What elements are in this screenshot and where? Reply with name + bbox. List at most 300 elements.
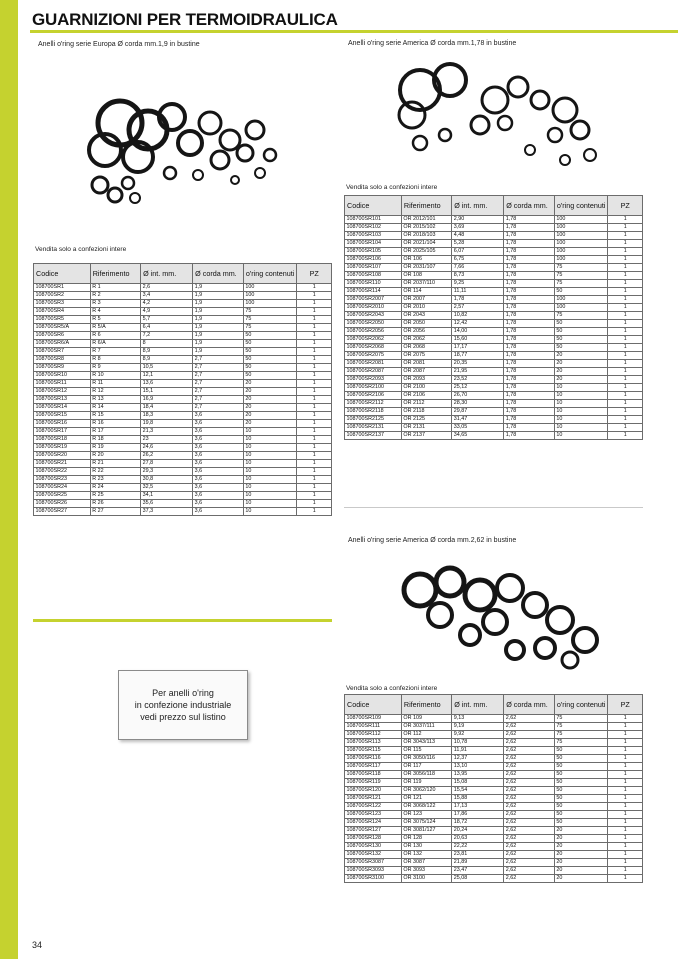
cell-corda: 1,78	[504, 272, 555, 280]
cell-riferimento: R 10	[90, 372, 140, 380]
cell-riferimento: OR 121	[401, 795, 451, 803]
cell-codice: 108700SR102	[345, 224, 402, 232]
cell-codice: 108700SR123	[345, 811, 402, 819]
cell-pz: 1	[297, 340, 332, 348]
cell-riferimento: OR 2087	[401, 368, 451, 376]
cell-pz: 1	[608, 368, 643, 376]
cell-corda: 2,62	[504, 763, 555, 771]
cell-pz: 1	[297, 308, 332, 316]
table-row	[34, 348, 332, 356]
cell-int: 9,13	[452, 715, 504, 723]
cell-contenuti: 20	[554, 859, 608, 867]
cell-int: 15,60	[452, 336, 504, 344]
table-row	[345, 224, 643, 232]
cell-pz: 1	[297, 356, 332, 364]
cell-pz: 1	[608, 216, 643, 224]
cell-contenuti: 75	[554, 723, 608, 731]
table-row	[345, 803, 643, 811]
cell-riferimento: OR 2056	[401, 328, 451, 336]
cell-int: 4,48	[452, 232, 504, 240]
cell-contenuti: 10	[243, 492, 297, 500]
cell-corda: 3,6	[193, 508, 244, 516]
cell-contenuti: 50	[554, 336, 608, 344]
america-262-oring-photo	[395, 560, 615, 675]
cell-codice: 108700SR3093	[345, 867, 402, 875]
europa-oring-rings	[89, 101, 276, 203]
cell-contenuti: 100	[554, 256, 608, 264]
cell-riferimento: OR 128	[401, 835, 451, 843]
cell-pz: 1	[608, 747, 643, 755]
cell-int: 1,78	[452, 296, 504, 304]
table-row	[345, 787, 643, 795]
cell-codice: 108700SR116	[345, 755, 402, 763]
col-codice: Codice	[345, 196, 402, 216]
cell-pz: 1	[297, 380, 332, 388]
col-codice: Codice	[34, 264, 91, 284]
cell-pz: 1	[608, 763, 643, 771]
cell-codice: 108700SR3	[34, 300, 91, 308]
cell-riferimento: R 25	[90, 492, 140, 500]
table-row	[345, 723, 643, 731]
america-262-caption: Anelli o'ring serie America Ø corda mm.2,62 in bustine	[348, 537, 517, 544]
cell-riferimento: OR 123	[401, 811, 451, 819]
cell-pz: 1	[608, 344, 643, 352]
cell-corda: 1,78	[504, 352, 555, 360]
cell-corda: 1,78	[504, 424, 555, 432]
cell-pz: 1	[608, 875, 643, 883]
america-178-oring-photo	[390, 55, 610, 180]
cell-corda: 1,78	[504, 224, 555, 232]
cell-corda: 2,62	[504, 771, 555, 779]
cell-int: 15,1	[141, 388, 193, 396]
cell-corda: 1,9	[193, 340, 244, 348]
table-row	[345, 304, 643, 312]
cell-contenuti: 20	[554, 867, 608, 875]
cell-riferimento: OR 106	[401, 256, 451, 264]
cell-codice: 108700SR2081	[345, 360, 402, 368]
cell-int: 9,19	[452, 723, 504, 731]
cell-contenuti: 75	[554, 272, 608, 280]
cell-int: 9,92	[452, 731, 504, 739]
table-row	[345, 328, 643, 336]
table-row	[345, 867, 643, 875]
cell-riferimento: R 8	[90, 356, 140, 364]
cell-riferimento: R 24	[90, 484, 140, 492]
cell-contenuti: 20	[554, 360, 608, 368]
cell-corda: 1,78	[504, 216, 555, 224]
cell-contenuti: 50	[554, 819, 608, 827]
cell-pz: 1	[608, 400, 643, 408]
cell-pz: 1	[608, 224, 643, 232]
cell-corda: 1,78	[504, 392, 555, 400]
cell-pz: 1	[608, 731, 643, 739]
cell-int: 7,2	[141, 332, 193, 340]
cell-codice: 108700SR120	[345, 787, 402, 795]
cell-contenuti: 10	[243, 452, 297, 460]
cell-contenuti: 50	[243, 340, 297, 348]
cell-int: 23,52	[452, 376, 504, 384]
table-row	[34, 284, 332, 292]
cell-codice: 108700SR128	[345, 835, 402, 843]
cell-int: 6,75	[452, 256, 504, 264]
cell-riferimento: R 22	[90, 468, 140, 476]
cell-pz: 1	[608, 352, 643, 360]
table-row	[345, 424, 643, 432]
cell-corda: 2,62	[504, 779, 555, 787]
cell-int: 26,2	[141, 452, 193, 460]
cell-riferimento: R 26	[90, 500, 140, 508]
cell-pz: 1	[608, 376, 643, 384]
cell-corda: 1,78	[504, 336, 555, 344]
cell-riferimento: R 27	[90, 508, 140, 516]
europa-table	[33, 263, 332, 516]
cell-corda: 1,78	[504, 288, 555, 296]
cell-codice: 108700SR22	[34, 468, 91, 476]
cell-int: 15,54	[452, 787, 504, 795]
cell-codice: 108700SR117	[345, 763, 402, 771]
cell-riferimento: OR 2081	[401, 360, 451, 368]
cell-pz: 1	[608, 232, 643, 240]
table-row	[34, 500, 332, 508]
cell-contenuti: 50	[554, 811, 608, 819]
cell-contenuti: 50	[243, 332, 297, 340]
table-row	[345, 344, 643, 352]
cell-contenuti: 75	[243, 316, 297, 324]
table-row	[345, 232, 643, 240]
cell-corda: 1,78	[504, 400, 555, 408]
cell-contenuti: 20	[554, 835, 608, 843]
cell-contenuti: 50	[554, 320, 608, 328]
cell-riferimento: R 14	[90, 404, 140, 412]
cell-int: 2,90	[452, 216, 504, 224]
cell-int: 10,78	[452, 739, 504, 747]
cell-int: 20,24	[452, 827, 504, 835]
cell-pz: 1	[297, 388, 332, 396]
cell-riferimento: R 5	[90, 316, 140, 324]
cell-riferimento: OR 2025/105	[401, 248, 451, 256]
cell-int: 8	[141, 340, 193, 348]
cell-corda: 1,9	[193, 292, 244, 300]
cell-contenuti: 50	[554, 763, 608, 771]
cell-int: 15,88	[452, 795, 504, 803]
table-row	[345, 384, 643, 392]
table-row	[345, 779, 643, 787]
cell-contenuti: 10	[554, 400, 608, 408]
table-row	[345, 739, 643, 747]
cell-corda: 2,7	[193, 388, 244, 396]
america-178-sale-note: Vendita solo a confezioni intere	[346, 184, 438, 191]
cell-codice: 108700SR19	[34, 444, 91, 452]
table-row	[345, 763, 643, 771]
industrial-pack-note	[118, 670, 248, 740]
cell-int: 23	[141, 436, 193, 444]
table-row	[34, 308, 332, 316]
cell-pz: 1	[297, 500, 332, 508]
cell-contenuti: 20	[243, 396, 297, 404]
table-row	[345, 795, 643, 803]
cell-contenuti: 10	[554, 392, 608, 400]
cell-codice: 108700SR10	[34, 372, 91, 380]
cell-contenuti: 50	[554, 328, 608, 336]
table-row	[34, 492, 332, 500]
col-pz: PZ	[297, 264, 332, 284]
cell-contenuti: 100	[554, 240, 608, 248]
cell-contenuti: 20	[243, 404, 297, 412]
cell-codice: 108700SR119	[345, 779, 402, 787]
cell-riferimento: OR 2100	[401, 384, 451, 392]
cell-contenuti: 10	[243, 436, 297, 444]
cell-int: 17,13	[452, 803, 504, 811]
cell-codice: 108700SR121	[345, 795, 402, 803]
cell-pz: 1	[297, 300, 332, 308]
cell-codice: 108700SR124	[345, 819, 402, 827]
cell-riferimento: OR 2021/104	[401, 240, 451, 248]
cell-pz: 1	[608, 272, 643, 280]
cell-pz: 1	[297, 348, 332, 356]
america-178-table	[344, 195, 643, 440]
cell-riferimento: OR 130	[401, 843, 451, 851]
table-row	[34, 452, 332, 460]
cell-corda: 1,9	[193, 332, 244, 340]
cell-corda: 1,78	[504, 376, 555, 384]
table-row	[345, 432, 643, 440]
table-row	[345, 835, 643, 843]
cell-int: 27,8	[141, 460, 193, 468]
cell-int: 19,8	[141, 420, 193, 428]
cell-corda: 1,9	[193, 300, 244, 308]
table-row	[34, 468, 332, 476]
cell-pz: 1	[608, 264, 643, 272]
cell-pz: 1	[608, 771, 643, 779]
table-row	[34, 428, 332, 436]
cell-pz: 1	[608, 779, 643, 787]
cell-riferimento: R 3	[90, 300, 140, 308]
cell-contenuti: 20	[554, 376, 608, 384]
cell-codice: 108700SR2100	[345, 384, 402, 392]
table-row	[345, 715, 643, 723]
table-row	[34, 404, 332, 412]
table-row	[34, 460, 332, 468]
cell-codice: 108700SR6/A	[34, 340, 91, 348]
america-178-caption: Anelli o'ring serie America Ø corda mm.1,78 in bustine	[348, 40, 517, 47]
cell-riferimento: OR 3050/116	[401, 755, 451, 763]
europa-sale-note: Vendita solo a confezioni intere	[35, 246, 127, 253]
cell-contenuti: 50	[554, 803, 608, 811]
cell-int: 18,3	[141, 412, 193, 420]
cell-int: 25,12	[452, 384, 504, 392]
cell-codice: 108700SR18	[34, 436, 91, 444]
cell-pz: 1	[608, 280, 643, 288]
cell-corda: 2,7	[193, 404, 244, 412]
cell-contenuti: 10	[554, 408, 608, 416]
cell-contenuti: 50	[554, 344, 608, 352]
cell-codice: 108700SR11	[34, 380, 91, 388]
cell-int: 8,9	[141, 348, 193, 356]
cell-riferimento: R 15	[90, 412, 140, 420]
cell-corda: 2,7	[193, 364, 244, 372]
cell-corda: 2,62	[504, 835, 555, 843]
cell-int: 32,5	[141, 484, 193, 492]
cell-corda: 1,78	[504, 296, 555, 304]
cell-riferimento: OR 3075/124	[401, 819, 451, 827]
table-row	[345, 755, 643, 763]
cell-corda: 1,9	[193, 284, 244, 292]
cell-codice: 108700SR2131	[345, 424, 402, 432]
cell-codice: 108700SR2075	[345, 352, 402, 360]
cell-codice: 108700SR2010	[345, 304, 402, 312]
table-row	[34, 388, 332, 396]
cell-int: 8,73	[452, 272, 504, 280]
cell-corda: 2,62	[504, 843, 555, 851]
cell-codice: 108700SR15	[34, 412, 91, 420]
cell-codice: 108700SR12	[34, 388, 91, 396]
cell-riferimento: R 9	[90, 364, 140, 372]
table-row	[345, 240, 643, 248]
cell-codice: 108700SR105	[345, 248, 402, 256]
cell-int: 11,11	[452, 288, 504, 296]
cell-riferimento: R 4	[90, 308, 140, 316]
cell-int: 31,47	[452, 416, 504, 424]
cell-corda: 1,78	[504, 232, 555, 240]
table-row	[34, 324, 332, 332]
cell-contenuti: 50	[554, 747, 608, 755]
cell-corda: 1,9	[193, 316, 244, 324]
table-row	[34, 356, 332, 364]
note-line: Per anelli o'ring	[152, 688, 214, 698]
cell-pz: 1	[297, 452, 332, 460]
cell-pz: 1	[297, 324, 332, 332]
table-row	[345, 843, 643, 851]
cell-contenuti: 75	[554, 312, 608, 320]
table-row	[345, 392, 643, 400]
cell-pz: 1	[608, 256, 643, 264]
cell-int: 21,3	[141, 428, 193, 436]
america-262-table	[344, 694, 643, 883]
cell-riferimento: R 18	[90, 436, 140, 444]
table-row	[345, 288, 643, 296]
cell-riferimento: R 7	[90, 348, 140, 356]
col-pz: PZ	[608, 695, 643, 715]
cell-pz: 1	[608, 296, 643, 304]
cell-corda: 3,6	[193, 412, 244, 420]
cell-int: 12,42	[452, 320, 504, 328]
cell-corda: 2,62	[504, 739, 555, 747]
cell-riferimento: OR 3087	[401, 859, 451, 867]
cell-codice: 108700SR13	[34, 396, 91, 404]
cell-corda: 3,6	[193, 468, 244, 476]
cell-codice: 108700SR2043	[345, 312, 402, 320]
cell-int: 25,08	[452, 875, 504, 883]
cell-codice: 108700SR2112	[345, 400, 402, 408]
cell-pz: 1	[608, 851, 643, 859]
cell-pz: 1	[608, 795, 643, 803]
table-row	[345, 352, 643, 360]
cell-int: 20,35	[452, 360, 504, 368]
cell-riferimento: R 1	[90, 284, 140, 292]
cell-codice: 108700SR2087	[345, 368, 402, 376]
cell-codice: 108700SR2106	[345, 392, 402, 400]
cell-int: 29,87	[452, 408, 504, 416]
cell-int: 23,47	[452, 867, 504, 875]
table-row	[345, 216, 643, 224]
cell-riferimento: R 2	[90, 292, 140, 300]
cell-corda: 2,7	[193, 396, 244, 404]
cell-contenuti: 10	[243, 476, 297, 484]
cell-contenuti: 100	[554, 304, 608, 312]
table-row	[345, 336, 643, 344]
cell-riferimento: OR 2075	[401, 352, 451, 360]
page-number: 34	[32, 940, 43, 950]
col-riferimento: Riferimento	[401, 695, 451, 715]
table-row	[345, 400, 643, 408]
cell-contenuti: 50	[554, 787, 608, 795]
table-header-row	[345, 695, 643, 715]
table-row	[345, 256, 643, 264]
cell-int: 21,95	[452, 368, 504, 376]
cell-codice: 108700SR109	[345, 715, 402, 723]
cell-corda: 1,78	[504, 360, 555, 368]
table-row	[345, 248, 643, 256]
cell-contenuti: 50	[554, 795, 608, 803]
cell-contenuti: 75	[554, 280, 608, 288]
cell-int: 17,17	[452, 344, 504, 352]
cell-pz: 1	[297, 396, 332, 404]
europa-oring-photo	[80, 95, 280, 215]
cell-codice: 108700SR130	[345, 843, 402, 851]
cell-corda: 2,7	[193, 356, 244, 364]
cell-pz: 1	[608, 827, 643, 835]
cell-contenuti: 10	[554, 424, 608, 432]
cell-riferimento: OR 114	[401, 288, 451, 296]
cell-codice: 108700SR106	[345, 256, 402, 264]
cell-pz: 1	[608, 392, 643, 400]
cell-riferimento: OR 132	[401, 851, 451, 859]
cell-contenuti: 20	[554, 352, 608, 360]
cell-codice: 108700SR118	[345, 771, 402, 779]
note-line: in confezione industriale	[134, 700, 232, 710]
cell-riferimento: OR 3093	[401, 867, 451, 875]
cell-contenuti: 50	[243, 356, 297, 364]
cell-codice: 108700SR9	[34, 364, 91, 372]
cell-contenuti: 10	[554, 416, 608, 424]
cell-corda: 3,6	[193, 476, 244, 484]
table-row	[34, 292, 332, 300]
cell-contenuti: 20	[554, 368, 608, 376]
cell-int: 34,1	[141, 492, 193, 500]
cell-codice: 108700SR112	[345, 731, 402, 739]
america-178-oring-rings	[399, 64, 596, 165]
cell-pz: 1	[297, 508, 332, 516]
table-row	[34, 484, 332, 492]
cell-codice: 108700SR114	[345, 288, 402, 296]
cell-codice: 108700SR2093	[345, 376, 402, 384]
table-row	[345, 280, 643, 288]
cell-int: 13,6	[141, 380, 193, 388]
cell-corda: 1,9	[193, 308, 244, 316]
cell-riferimento: OR 3081/127	[401, 827, 451, 835]
cell-riferimento: OR 2050	[401, 320, 451, 328]
cell-riferimento: OR 115	[401, 747, 451, 755]
cell-codice: 108700SR14	[34, 404, 91, 412]
cell-pz: 1	[608, 787, 643, 795]
cell-int: 12,37	[452, 755, 504, 763]
table-row	[345, 859, 643, 867]
cell-pz: 1	[297, 284, 332, 292]
cell-corda: 2,62	[504, 859, 555, 867]
cell-int: 14,00	[452, 328, 504, 336]
cell-corda: 3,6	[193, 484, 244, 492]
col-codice: Codice	[345, 695, 402, 715]
